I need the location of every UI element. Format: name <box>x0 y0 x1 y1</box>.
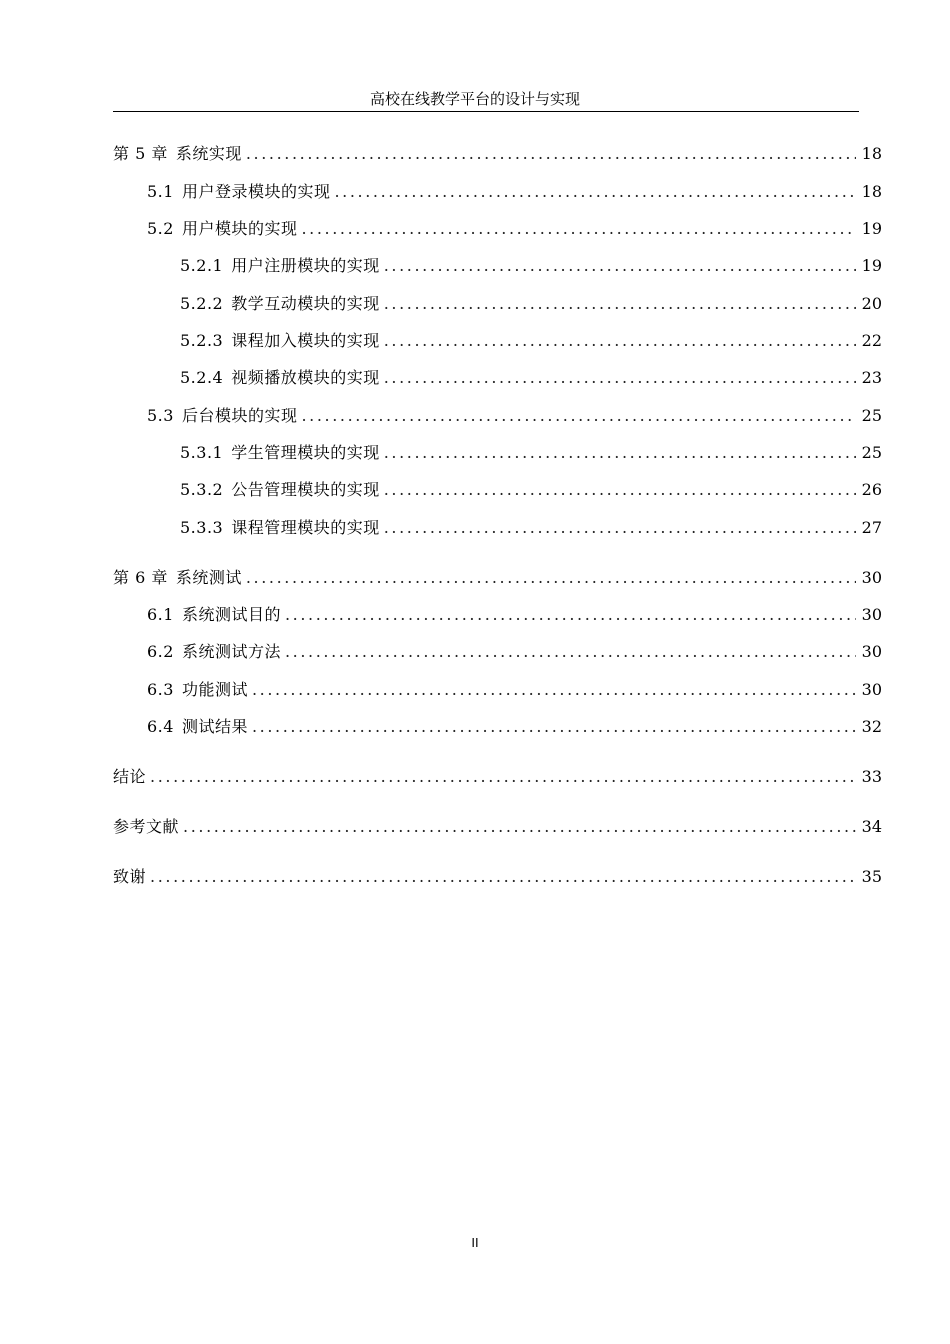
toc-entry-title: 视频播放模块的实现 <box>231 368 380 387</box>
toc-entry-page: 25 <box>861 443 882 462</box>
toc-dot-leader <box>150 765 856 789</box>
toc-entry[interactable] <box>180 441 882 465</box>
toc-entry[interactable] <box>180 292 882 316</box>
toc-entry-number: 5.3.2 <box>180 480 224 499</box>
toc-entry[interactable] <box>147 715 882 739</box>
toc-entry-title: 用户登录模块的实现 <box>181 182 331 201</box>
toc-entry-page: 33 <box>861 767 882 786</box>
toc-entry[interactable] <box>147 603 882 627</box>
page-number: II <box>471 1235 479 1250</box>
toc-entry-title: 后台模块的实现 <box>181 406 298 425</box>
toc-entry[interactable] <box>113 765 882 789</box>
toc-dot-leader <box>384 366 856 390</box>
toc-dot-leader <box>384 441 856 465</box>
toc-dot-leader <box>246 142 856 166</box>
toc-entry-title: 课程加入模块的实现 <box>231 331 380 350</box>
toc-entry[interactable] <box>113 815 882 839</box>
toc-dot-leader <box>252 715 856 739</box>
toc-entry-number: 5.2 <box>147 219 174 238</box>
toc-entry[interactable] <box>113 566 882 590</box>
toc-entry-page: 35 <box>861 867 882 886</box>
toc-entry-page: 30 <box>861 642 882 661</box>
running-header: 高校在线教学平台的设计与实现 <box>369 90 580 108</box>
toc-entry-title: 系统实现 <box>175 144 242 163</box>
toc-entry-page: 22 <box>861 331 882 350</box>
toc-dot-leader <box>246 566 856 590</box>
toc-dot-leader <box>384 516 856 540</box>
toc-entry[interactable] <box>113 142 882 166</box>
toc-dot-leader <box>183 815 856 839</box>
toc-entry-page: 25 <box>861 406 882 425</box>
toc-entry-title: 学生管理模块的实现 <box>231 443 380 462</box>
toc-entry-number: 6.2 <box>147 642 174 661</box>
toc-dot-leader <box>301 404 855 428</box>
toc-dot-leader <box>334 180 855 204</box>
toc-entry[interactable] <box>147 217 882 241</box>
toc-entry-title: 参考文献 <box>113 817 180 836</box>
toc-dot-leader <box>384 329 856 353</box>
toc-entry-page: 20 <box>861 294 882 313</box>
toc-entry-page: 27 <box>861 518 882 537</box>
toc-entry-page: 30 <box>861 680 882 699</box>
toc-entry[interactable] <box>180 366 882 390</box>
toc-entry[interactable] <box>180 254 882 278</box>
toc-entry-page: 18 <box>861 144 882 163</box>
toc-entry[interactable] <box>147 180 882 204</box>
toc-dot-leader <box>285 640 856 664</box>
toc-entry-title: 系统测试目的 <box>181 605 281 624</box>
toc-entry-page: 19 <box>861 256 882 275</box>
toc-entry-page: 30 <box>861 605 882 624</box>
toc-entry-number: 5.2.1 <box>180 256 224 275</box>
toc-entry[interactable] <box>180 478 882 502</box>
toc-entry-number: 5.1 <box>147 182 174 201</box>
toc-entry-page: 32 <box>861 717 882 736</box>
toc-entry-page: 30 <box>861 568 882 587</box>
toc-entry-page: 23 <box>861 368 882 387</box>
toc-entry[interactable] <box>113 865 882 889</box>
toc-entry-title: 测试结果 <box>181 717 248 736</box>
toc-entry-title: 用户注册模块的实现 <box>231 256 380 275</box>
toc-entry-title: 结论 <box>113 767 147 786</box>
toc-dot-leader <box>285 603 856 627</box>
toc-entry-title: 系统测试 <box>175 568 242 587</box>
toc-entry[interactable] <box>180 516 882 540</box>
toc-entry-number: 第 5 章 <box>113 144 168 163</box>
toc-entry-number: 5.3 <box>147 406 174 425</box>
toc-entry-page: 19 <box>861 219 882 238</box>
toc-dot-leader <box>384 478 856 502</box>
toc-entry-title: 教学互动模块的实现 <box>231 294 380 313</box>
toc-entry-title: 系统测试方法 <box>181 642 281 661</box>
toc-entry-number: 6.3 <box>147 680 174 699</box>
toc-entry[interactable] <box>147 640 882 664</box>
toc-entry-title: 公告管理模块的实现 <box>231 480 380 499</box>
toc-entry[interactable] <box>180 329 882 353</box>
toc-entry-title: 用户模块的实现 <box>181 219 298 238</box>
toc-entry-title: 课程管理模块的实现 <box>231 518 380 537</box>
toc-entry[interactable] <box>147 678 882 702</box>
toc-dot-leader <box>150 865 856 889</box>
toc-entry-page: 26 <box>861 480 882 499</box>
toc-dot-leader <box>384 292 856 316</box>
toc-entry-number: 5.2.3 <box>180 331 224 350</box>
toc-entry-number: 5.2.2 <box>180 294 224 313</box>
toc-entry[interactable] <box>147 404 882 428</box>
toc-entry-number: 6.4 <box>147 717 174 736</box>
toc-entry-number: 5.2.4 <box>180 368 224 387</box>
toc-dot-leader <box>252 678 856 702</box>
toc-dot-leader <box>384 254 856 278</box>
toc-entry-number: 第 6 章 <box>113 568 168 587</box>
toc-dot-leader <box>301 217 855 241</box>
table-of-contents <box>113 0 882 1344</box>
toc-entry-page: 34 <box>861 817 882 836</box>
toc-entry-number: 5.3.3 <box>180 518 224 537</box>
toc-entry-number: 6.1 <box>147 605 174 624</box>
toc-entry-number: 5.3.1 <box>180 443 224 462</box>
toc-entry-page: 18 <box>861 182 882 201</box>
toc-entry-title: 致谢 <box>113 867 147 886</box>
toc-entry-title: 功能测试 <box>181 680 248 699</box>
